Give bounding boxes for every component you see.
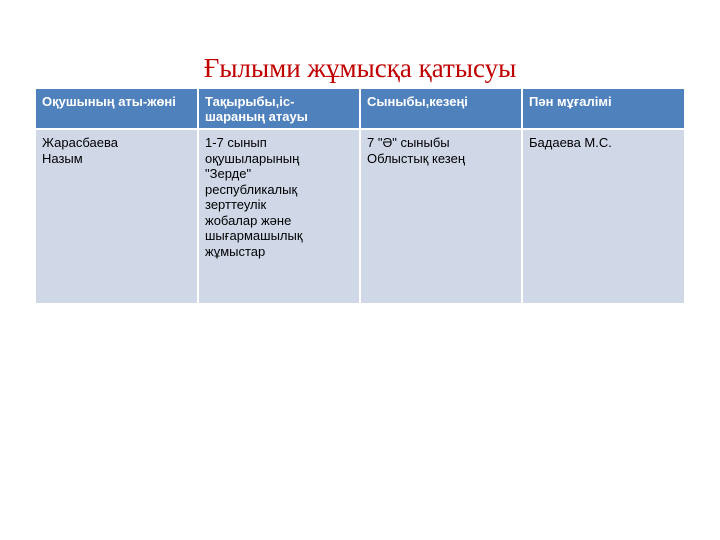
cell-teacher: Бадаева М.С. [522, 129, 684, 303]
cell-topic [198, 129, 360, 303]
slide-title: Ғылыми жұмысқа қатысуы [203, 53, 517, 83]
topic-line: республикалық [205, 181, 298, 197]
participation-table [36, 89, 684, 303]
header-student-name: Оқушының аты-жөні [36, 89, 198, 129]
topic-line: шығармашылық [205, 228, 303, 243]
header-grade-stage: Сыныбы,кезеңі [360, 89, 522, 129]
topic-line: жұмыстар [205, 243, 266, 259]
table-header-row [36, 89, 684, 129]
cell-student-name [36, 129, 198, 303]
header-topic: Тақырыбы,іс-шараның атауы [198, 89, 360, 129]
topic-line: жобалар және [205, 212, 292, 228]
header-teacher: Пән мұғалімі [522, 89, 684, 129]
grade-stage-line: 7 "Ә" сыныбы [367, 135, 450, 150]
topic-line: "Зерде" [205, 166, 252, 181]
topic-line: зерттеулік [205, 197, 267, 212]
table-row [36, 129, 684, 303]
cell-grade-stage [360, 129, 522, 303]
topic-line: 1-7 сынып [205, 135, 267, 150]
grade-stage-line: Облыстық кезең [367, 150, 466, 166]
student-name-line: Жарасбаева [42, 135, 118, 150]
student-name-line: Назым [42, 150, 83, 166]
topic-line: оқушыларының [205, 150, 300, 166]
